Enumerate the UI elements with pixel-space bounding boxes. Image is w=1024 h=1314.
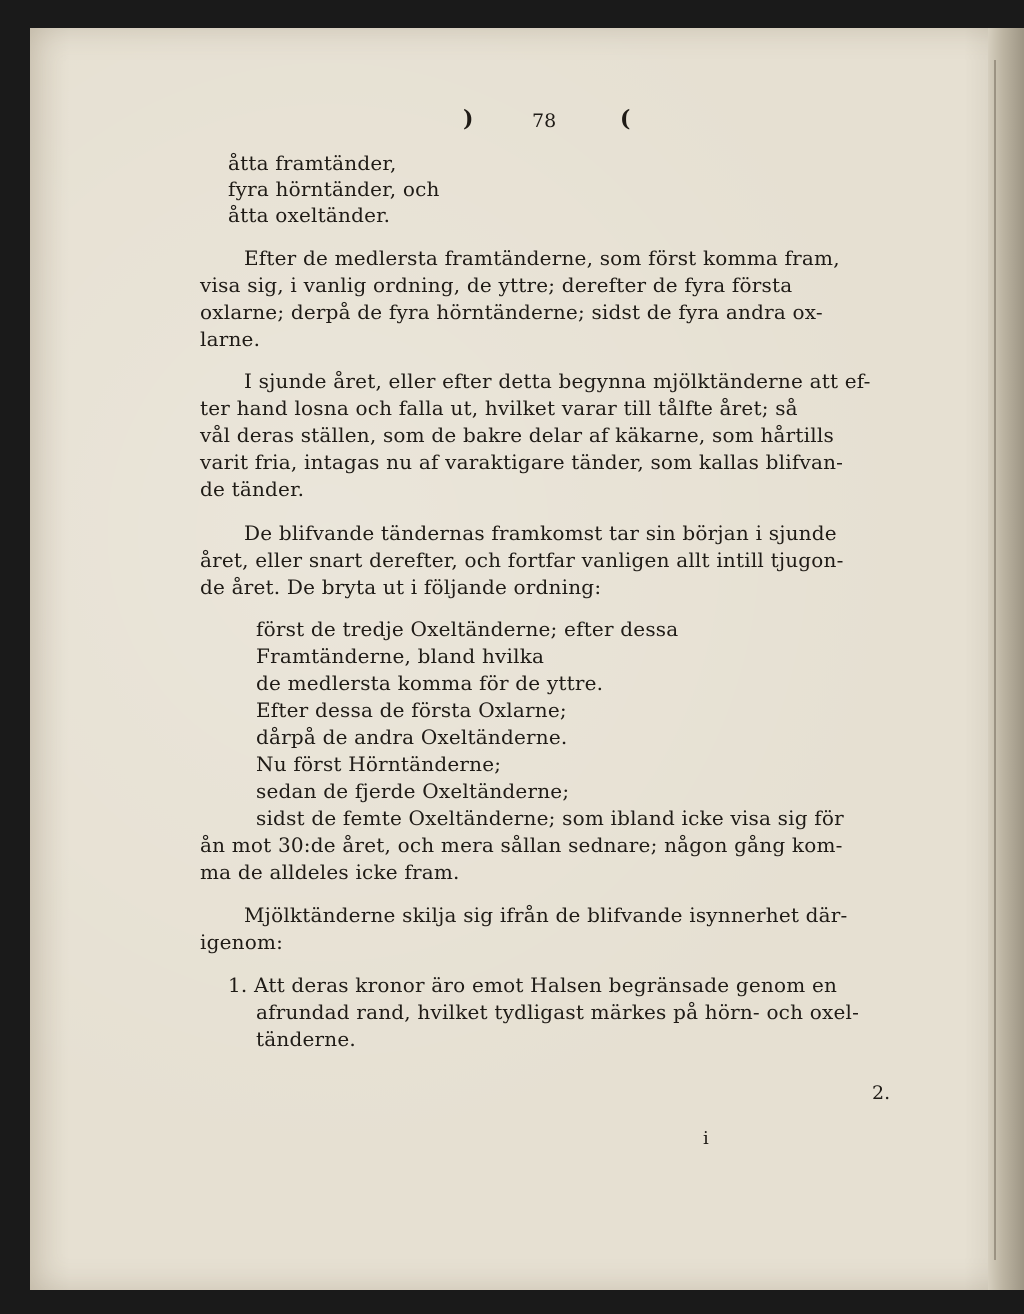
text-line: varit fria, intagas nu af varaktigare tänder, som kallas blifvan- [200,450,844,474]
text-line: ma de alldeles icke fram. [200,860,460,884]
text-line: visa sig, i vanlig ordning, de yttre; derefter de fyra första [200,273,793,297]
text-line: först de tredje Oxeltänderne; efter dessa [256,617,679,641]
text-line: ån mot 30:de året, och mera sållan sednare; någon gång kom- [200,833,843,857]
text-line: ter hand losna och falla ut, hvilket varar till tålfte året; så [200,396,798,420]
text-line: året, eller snart derefter, och fortfar vanligen allt intill tjugon- [200,548,844,572]
header-right-bracket: ( [620,106,631,132]
text-line: igenom: [200,930,284,954]
text-line: tänderne. [256,1027,356,1051]
text-line: åtta framtänder, [228,151,397,175]
text-line: de medlersta komma för de yttre. [256,671,604,695]
text-line: fyra hörntänder, och [228,177,440,201]
text-line: De blifvande tändernas framkomst tar sin början i sjunde [244,521,837,545]
text-line: vål deras ställen, som de bakre delar af käkarne, som hårtills [200,423,834,447]
text-line: Framtänderne, bland hvilka [256,644,545,668]
text-line: larne. [200,327,261,351]
signature-mark: i [703,1128,709,1149]
text-line: åtta oxeltänder. [228,203,391,227]
text-line: Mjölktänderne skilja sig ifrån de blifvande isynnerhet där- [244,903,848,927]
text-line: 1. Att deras kronor äro emot Halsen begränsade genom en [228,973,838,997]
catchword: 2. [872,1082,891,1104]
text-line: afrundad rand, hvilket tydligast märkes på hörn- och oxel- [256,1000,860,1024]
text-line: sidst de femte Oxeltänderne; som ibland icke visa sig för [256,806,844,830]
text-line: sedan de fjerde Oxeltänderne; [256,779,570,803]
header-left-bracket: ) [463,106,474,132]
text-line: dårpå de andra Oxeltänderne. [256,725,568,749]
text-line: Nu först Hörntänderne; [256,752,502,776]
text-line: I sjunde året, eller efter detta begynna mjölktänderne att ef- [244,369,871,393]
text-line: de året. De bryta ut i följande ordning: [200,575,602,599]
text-line: Efter de medlersta framtänderne, som först komma fram, [244,246,840,270]
text-line: de tänder. [200,477,305,501]
page-number: 78 [532,110,557,132]
text-line: Efter dessa de första Oxlarne; [256,698,567,722]
text-line: oxlarne; derpå de fyra hörntänderne; sidst de fyra andra ox- [200,300,823,324]
